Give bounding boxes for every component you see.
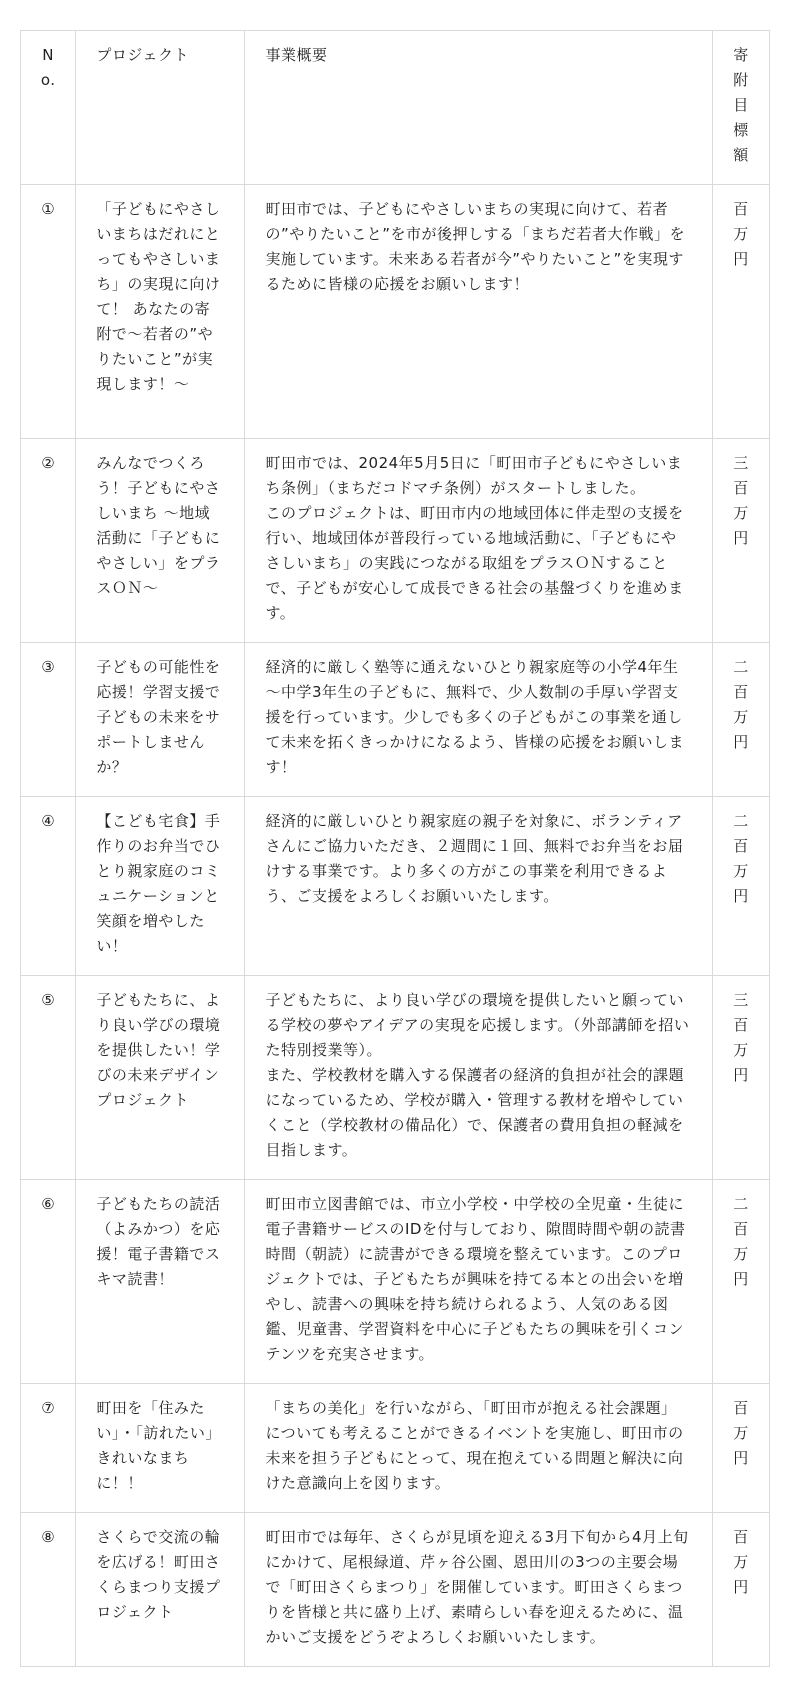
project-name: 【こども宅食】手作りのお弁当でひとり親家庭のコミュニケーションと笑顔を増やしたい！ <box>76 797 245 976</box>
project-name: 町田を「住みたい」・「訪れたい」きれいなまちに！！ <box>76 1384 245 1513</box>
table-row <box>21 1513 770 1667</box>
header-project: プロジェクト <box>76 31 245 185</box>
donation-target: 三百万円 <box>712 439 769 643</box>
project-name: 子どもの可能性を応援！学習支援で子どもの未来をサポートしませんか？ <box>76 643 245 797</box>
table-row <box>21 1384 770 1513</box>
donation-target: 二百万円 <box>712 797 769 976</box>
row-number: ④ <box>21 797 76 976</box>
donation-target: 二百万円 <box>712 643 769 797</box>
project-summary: 「まちの美化」を行いながら、「町田市が抱える社会課題」についても考えることができるイベントを実施し、町田市の未来を担う子どもにとって、現在抱えている問題と解決に向けた意識向上を図ります。 <box>245 1384 712 1513</box>
donation-target: 百万円 <box>712 185 769 439</box>
row-number: ⑧ <box>21 1513 76 1667</box>
donation-target: 三百万円 <box>712 976 769 1180</box>
project-summary: 経済的に厳しいひとり親家庭の親子を対象に、ボランティアさんにご協力いただき、２週間に１回、無料でお弁当をお届けする事業です。より多くの方がこの事業を利用できるよう、ご支援をよろしくお願いいたします。 <box>245 797 712 976</box>
row-number: ② <box>21 439 76 643</box>
project-name: みんなでつくろう！子どもにやさしいまち ～地域活動に「子どもにやさしい」をプラスＯＮ～ <box>76 439 245 643</box>
donation-target: 百万円 <box>712 1384 769 1513</box>
project-table-container <box>20 30 770 1667</box>
project-summary: 子どもたちに、より良い学びの環境を提供したいと願っている学校の夢やアイデアの実現を応援します。（外部講師を招いた特別授業等）。 また、学校教材を購入する保護者の経済的負担が社会的課題になっているため、学校が購入・管理する教材を増やしていくこと（学校教材の備品化）で、保護者の費用負担の軽減を目指します。 <box>245 976 712 1180</box>
table-row <box>21 185 770 439</box>
row-number: ⑥ <box>21 1180 76 1384</box>
table-row <box>21 439 770 643</box>
table-row <box>21 643 770 797</box>
row-number: ① <box>21 185 76 439</box>
donation-projects-table <box>20 30 770 1667</box>
row-number: ⑦ <box>21 1384 76 1513</box>
header-no: No. <box>21 31 76 185</box>
project-name: 「子どもにやさしいまちはだれにとってもやさしいまち」の実現に向けて！ あなたの寄附で～若者の”やりたいこと”が実現します！～ <box>76 185 245 439</box>
project-summary: 町田市では毎年、さくらが見頃を迎える3月下旬から4月上旬にかけて、尾根緑道、芹ヶ谷公園、恩田川の3つの主要会場で「町田さくらまつり」を開催しています。町田さくらまつりを皆様と共に盛り上げ、素晴らしい春を迎えるために、温かいご支援をどうぞよろしくお願いいたします。 <box>245 1513 712 1667</box>
table-row <box>21 976 770 1180</box>
table-header-row <box>21 31 770 185</box>
donation-target: 二百万円 <box>712 1180 769 1384</box>
header-target: 寄附目標額 <box>712 31 769 185</box>
project-summary: 町田市では、子どもにやさしいまちの実現に向けて、若者の”やりたいこと”を市が後押しする「まちだ若者大作戦」を実施しています。未来ある若者が今”やりたいこと”を実現するために皆様の応援をお願いします！ <box>245 185 712 439</box>
row-number: ⑤ <box>21 976 76 1180</box>
project-summary: 町田市では、2024年5月5日に「町田市子どもにやさしいまち条例」（まちだコドマチ条例）がスタートしました。 このプロジェクトは、町田市内の地域団体に伴走型の支援を行い、地域団体が普段行っている地域活動に、「子どもにやさしいまち」の実践につながる取組をプラスＯＮすることで、子どもが安心して成長できる社会の基盤づくりを進めます。 <box>245 439 712 643</box>
project-summary: 町田市立図書館では、市立小学校・中学校の全児童・生徒に電子書籍サービスのIDを付与しており、隙間時間や朝の読書時間（朝読）に読書ができる環境を整えています。このプロジェクトでは、子どもたちが興味を持てる本との出会いを増やし、読書への興味を持ち続けられるよう、人気のある図鑑、児童書、学習資料を中心に子どもたちの興味を引くコンテンツを充実させます。 <box>245 1180 712 1384</box>
table-row <box>21 1180 770 1384</box>
donation-target: 百万円 <box>712 1513 769 1667</box>
project-name: 子どもたちの読活（よみかつ）を応援！電子書籍でスキマ読書！ <box>76 1180 245 1384</box>
row-number: ③ <box>21 643 76 797</box>
header-summary: 事業概要 <box>245 31 712 185</box>
project-summary: 経済的に厳しく塾等に通えないひとり親家庭等の小学4年生～中学3年生の子どもに、無料で、少人数制の手厚い学習支援を行っています。少しでも多くの子どもがこの事業を通して未来を拓くきっかけになるよう、皆様の応援をお願いします！ <box>245 643 712 797</box>
project-name: さくらで交流の輪を広げる！町田さくらまつり支援プロジェクト <box>76 1513 245 1667</box>
project-name: 子どもたちに、より良い学びの環境を提供したい！学びの未来デザインプロジェクト <box>76 976 245 1180</box>
table-row <box>21 797 770 976</box>
